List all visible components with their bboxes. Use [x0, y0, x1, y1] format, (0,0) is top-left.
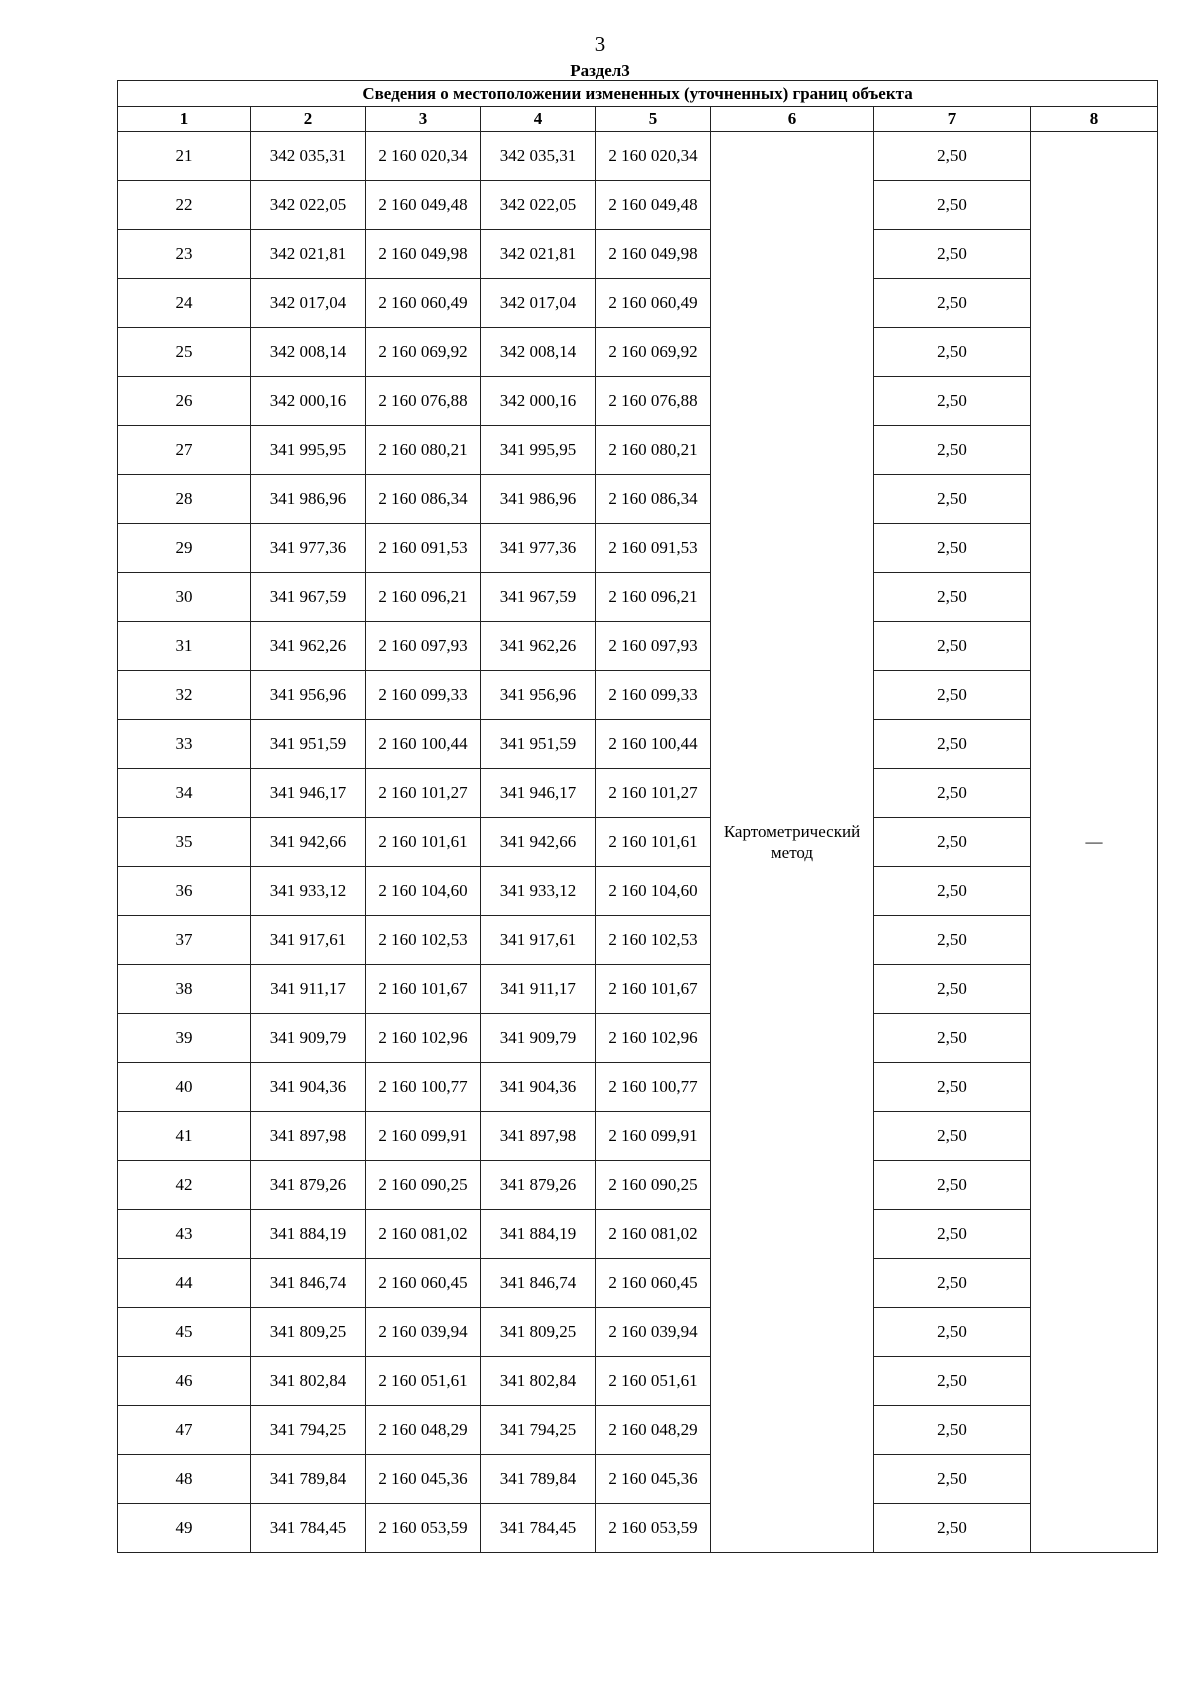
y-existing-cell: 2 160 096,21	[366, 573, 481, 622]
x-existing-cell: 341 946,17	[251, 769, 366, 818]
y-new-cell: 2 160 048,29	[596, 1406, 711, 1455]
table-row	[118, 426, 1158, 475]
column-number-3: 3	[366, 107, 481, 132]
y-existing-cell: 2 160 076,88	[366, 377, 481, 426]
x-existing-cell: 341 846,74	[251, 1259, 366, 1308]
x-new-cell: 341 962,26	[481, 622, 596, 671]
point-number-cell: 34	[118, 769, 251, 818]
accuracy-cell: 2,50	[874, 720, 1031, 769]
y-new-cell: 2 160 100,44	[596, 720, 711, 769]
accuracy-cell: 2,50	[874, 671, 1031, 720]
y-existing-cell: 2 160 097,93	[366, 622, 481, 671]
y-existing-cell: 2 160 099,33	[366, 671, 481, 720]
accuracy-cell: 2,50	[874, 1112, 1031, 1161]
y-new-cell: 2 160 076,88	[596, 377, 711, 426]
y-new-cell: 2 160 097,93	[596, 622, 711, 671]
column-number-6: 6	[711, 107, 874, 132]
table-row	[118, 916, 1158, 965]
y-existing-cell: 2 160 049,98	[366, 230, 481, 279]
x-existing-cell: 342 008,14	[251, 328, 366, 377]
point-number-cell: 42	[118, 1161, 251, 1210]
y-existing-cell: 2 160 090,25	[366, 1161, 481, 1210]
y-new-cell: 2 160 102,53	[596, 916, 711, 965]
accuracy-cell: 2,50	[874, 279, 1031, 328]
y-existing-cell: 2 160 020,34	[366, 132, 481, 181]
column-number-1: 1	[118, 107, 251, 132]
accuracy-cell: 2,50	[874, 1308, 1031, 1357]
table-row	[118, 328, 1158, 377]
table-row	[118, 524, 1158, 573]
point-number-cell: 40	[118, 1063, 251, 1112]
x-new-cell: 341 917,61	[481, 916, 596, 965]
column-number-8: 8	[1031, 107, 1158, 132]
table-row	[118, 1357, 1158, 1406]
point-number-cell: 31	[118, 622, 251, 671]
page-number: 3	[594, 32, 606, 56]
table-row	[118, 132, 1158, 181]
x-new-cell: 341 897,98	[481, 1112, 596, 1161]
x-existing-cell: 341 784,45	[251, 1504, 366, 1553]
x-new-cell: 341 846,74	[481, 1259, 596, 1308]
x-existing-cell: 341 911,17	[251, 965, 366, 1014]
point-number-cell: 44	[118, 1259, 251, 1308]
y-new-cell: 2 160 069,92	[596, 328, 711, 377]
point-number-cell: 33	[118, 720, 251, 769]
y-existing-cell: 2 160 045,36	[366, 1455, 481, 1504]
table-row	[118, 1308, 1158, 1357]
y-new-cell: 2 160 101,67	[596, 965, 711, 1014]
x-existing-cell: 341 995,95	[251, 426, 366, 475]
point-number-cell: 38	[118, 965, 251, 1014]
point-number-cell: 35	[118, 818, 251, 867]
y-existing-cell: 2 160 051,61	[366, 1357, 481, 1406]
table-row	[118, 1259, 1158, 1308]
y-new-cell: 2 160 100,77	[596, 1063, 711, 1112]
y-new-cell: 2 160 099,33	[596, 671, 711, 720]
accuracy-cell: 2,50	[874, 475, 1031, 524]
x-new-cell: 341 986,96	[481, 475, 596, 524]
point-number-cell: 47	[118, 1406, 251, 1455]
x-existing-cell: 341 909,79	[251, 1014, 366, 1063]
x-new-cell: 341 784,45	[481, 1504, 596, 1553]
accuracy-cell: 2,50	[874, 132, 1031, 181]
point-number-cell: 37	[118, 916, 251, 965]
accuracy-cell: 2,50	[874, 916, 1031, 965]
y-existing-cell: 2 160 039,94	[366, 1308, 481, 1357]
x-existing-cell: 341 802,84	[251, 1357, 366, 1406]
y-existing-cell: 2 160 069,92	[366, 328, 481, 377]
y-new-cell: 2 160 045,36	[596, 1455, 711, 1504]
x-existing-cell: 342 021,81	[251, 230, 366, 279]
point-number-cell: 32	[118, 671, 251, 720]
y-existing-cell: 2 160 053,59	[366, 1504, 481, 1553]
accuracy-cell: 2,50	[874, 181, 1031, 230]
y-existing-cell: 2 160 102,96	[366, 1014, 481, 1063]
x-existing-cell: 341 897,98	[251, 1112, 366, 1161]
y-existing-cell: 2 160 060,45	[366, 1259, 481, 1308]
x-new-cell: 341 956,96	[481, 671, 596, 720]
point-number-cell: 45	[118, 1308, 251, 1357]
point-number-cell: 26	[118, 377, 251, 426]
point-number-cell: 25	[118, 328, 251, 377]
y-new-cell: 2 160 102,96	[596, 1014, 711, 1063]
column-number-4: 4	[481, 107, 596, 132]
section-title: Раздел3	[570, 61, 630, 80]
accuracy-cell: 2,50	[874, 1406, 1031, 1455]
x-existing-cell: 341 977,36	[251, 524, 366, 573]
y-existing-cell: 2 160 102,53	[366, 916, 481, 965]
point-number-cell: 30	[118, 573, 251, 622]
y-existing-cell: 2 160 099,91	[366, 1112, 481, 1161]
accuracy-cell: 2,50	[874, 769, 1031, 818]
point-number-cell: 27	[118, 426, 251, 475]
x-existing-cell: 342 017,04	[251, 279, 366, 328]
y-new-cell: 2 160 060,45	[596, 1259, 711, 1308]
accuracy-cell: 2,50	[874, 622, 1031, 671]
y-existing-cell: 2 160 081,02	[366, 1210, 481, 1259]
x-existing-cell: 341 942,66	[251, 818, 366, 867]
y-new-cell: 2 160 091,53	[596, 524, 711, 573]
x-new-cell: 341 967,59	[481, 573, 596, 622]
column-number-5: 5	[596, 107, 711, 132]
y-new-cell: 2 160 099,91	[596, 1112, 711, 1161]
x-new-cell: 341 794,25	[481, 1406, 596, 1455]
point-number-cell: 48	[118, 1455, 251, 1504]
x-existing-cell: 341 967,59	[251, 573, 366, 622]
x-existing-cell: 342 022,05	[251, 181, 366, 230]
y-existing-cell: 2 160 049,48	[366, 181, 481, 230]
x-new-cell: 341 789,84	[481, 1455, 596, 1504]
y-existing-cell: 2 160 100,77	[366, 1063, 481, 1112]
x-new-cell: 342 008,14	[481, 328, 596, 377]
table-row	[118, 1063, 1158, 1112]
y-new-cell: 2 160 053,59	[596, 1504, 711, 1553]
accuracy-cell: 2,50	[874, 573, 1031, 622]
x-existing-cell: 341 986,96	[251, 475, 366, 524]
column-number-row	[118, 107, 1158, 132]
point-number-cell: 28	[118, 475, 251, 524]
point-number-cell: 46	[118, 1357, 251, 1406]
y-new-cell: 2 160 060,49	[596, 279, 711, 328]
x-existing-cell: 341 809,25	[251, 1308, 366, 1357]
table-row	[118, 1504, 1158, 1553]
y-new-cell: 2 160 090,25	[596, 1161, 711, 1210]
x-new-cell: 342 022,05	[481, 181, 596, 230]
table-row	[118, 720, 1158, 769]
table-body	[118, 132, 1158, 1553]
y-existing-cell: 2 160 104,60	[366, 867, 481, 916]
x-new-cell: 341 951,59	[481, 720, 596, 769]
y-new-cell: 2 160 039,94	[596, 1308, 711, 1357]
y-new-cell: 2 160 104,60	[596, 867, 711, 916]
table-row	[118, 279, 1158, 328]
accuracy-cell: 2,50	[874, 1014, 1031, 1063]
y-new-cell: 2 160 096,21	[596, 573, 711, 622]
table-row	[118, 671, 1158, 720]
x-new-cell: 341 879,26	[481, 1161, 596, 1210]
table-row	[118, 1014, 1158, 1063]
table-row	[118, 867, 1158, 916]
table-row	[118, 769, 1158, 818]
x-new-cell: 341 995,95	[481, 426, 596, 475]
x-new-cell: 341 977,36	[481, 524, 596, 573]
y-existing-cell: 2 160 048,29	[366, 1406, 481, 1455]
x-existing-cell: 341 884,19	[251, 1210, 366, 1259]
x-new-cell: 341 904,36	[481, 1063, 596, 1112]
accuracy-cell: 2,50	[874, 524, 1031, 573]
accuracy-cell: 2,50	[874, 1357, 1031, 1406]
accuracy-cell: 2,50	[874, 377, 1031, 426]
y-new-cell: 2 160 086,34	[596, 475, 711, 524]
accuracy-cell: 2,50	[874, 867, 1031, 916]
y-new-cell: 2 160 101,61	[596, 818, 711, 867]
y-existing-cell: 2 160 101,61	[366, 818, 481, 867]
table-row	[118, 622, 1158, 671]
table-row	[118, 1112, 1158, 1161]
x-existing-cell: 341 879,26	[251, 1161, 366, 1210]
y-new-cell: 2 160 080,21	[596, 426, 711, 475]
point-number-cell: 36	[118, 867, 251, 916]
x-new-cell: 342 035,31	[481, 132, 596, 181]
table-row	[118, 573, 1158, 622]
y-existing-cell: 2 160 080,21	[366, 426, 481, 475]
point-number-cell: 22	[118, 181, 251, 230]
accuracy-cell: 2,50	[874, 965, 1031, 1014]
point-number-cell: 23	[118, 230, 251, 279]
table-row	[118, 181, 1158, 230]
x-new-cell: 341 809,25	[481, 1308, 596, 1357]
accuracy-cell: 2,50	[874, 1504, 1031, 1553]
point-number-cell: 49	[118, 1504, 251, 1553]
x-new-cell: 341 909,79	[481, 1014, 596, 1063]
y-existing-cell: 2 160 086,34	[366, 475, 481, 524]
table-row	[118, 1406, 1158, 1455]
x-new-cell: 342 021,81	[481, 230, 596, 279]
table-row	[118, 1210, 1158, 1259]
point-number-cell: 24	[118, 279, 251, 328]
accuracy-cell: 2,50	[874, 328, 1031, 377]
point-number-cell: 21	[118, 132, 251, 181]
accuracy-cell: 2,50	[874, 1210, 1031, 1259]
accuracy-cell: 2,50	[874, 818, 1031, 867]
x-new-cell: 342 017,04	[481, 279, 596, 328]
accuracy-cell: 2,50	[874, 426, 1031, 475]
accuracy-cell: 2,50	[874, 1455, 1031, 1504]
x-existing-cell: 342 000,16	[251, 377, 366, 426]
table-caption: Сведения о местоположении измененных (уточненных) границ объекта	[118, 81, 1158, 107]
x-new-cell: 342 000,16	[481, 377, 596, 426]
x-existing-cell: 341 933,12	[251, 867, 366, 916]
x-existing-cell: 341 904,36	[251, 1063, 366, 1112]
x-existing-cell: 341 789,84	[251, 1455, 366, 1504]
accuracy-cell: 2,50	[874, 230, 1031, 279]
y-existing-cell: 2 160 101,27	[366, 769, 481, 818]
point-number-cell: 41	[118, 1112, 251, 1161]
x-new-cell: 341 946,17	[481, 769, 596, 818]
x-new-cell: 341 933,12	[481, 867, 596, 916]
table-row	[118, 230, 1158, 279]
y-existing-cell: 2 160 100,44	[366, 720, 481, 769]
y-existing-cell: 2 160 091,53	[366, 524, 481, 573]
column-number-2: 2	[251, 107, 366, 132]
table-row	[118, 1455, 1158, 1504]
y-new-cell: 2 160 020,34	[596, 132, 711, 181]
x-existing-cell: 342 035,31	[251, 132, 366, 181]
accuracy-cell: 2,50	[874, 1063, 1031, 1112]
table-row	[118, 965, 1158, 1014]
x-existing-cell: 341 956,96	[251, 671, 366, 720]
y-new-cell: 2 160 101,27	[596, 769, 711, 818]
table-row	[118, 377, 1158, 426]
column-number-7: 7	[874, 107, 1031, 132]
table-row	[118, 818, 1158, 867]
x-existing-cell: 341 917,61	[251, 916, 366, 965]
y-new-cell: 2 160 051,61	[596, 1357, 711, 1406]
table-row	[118, 1161, 1158, 1210]
method-cell: Картометрический метод	[711, 132, 874, 1553]
coordinates-table	[117, 80, 1158, 1553]
note-cell: —	[1031, 132, 1158, 1553]
y-existing-cell: 2 160 101,67	[366, 965, 481, 1014]
x-new-cell: 341 942,66	[481, 818, 596, 867]
y-existing-cell: 2 160 060,49	[366, 279, 481, 328]
y-new-cell: 2 160 049,98	[596, 230, 711, 279]
point-number-cell: 39	[118, 1014, 251, 1063]
x-existing-cell: 341 951,59	[251, 720, 366, 769]
point-number-cell: 29	[118, 524, 251, 573]
x-new-cell: 341 802,84	[481, 1357, 596, 1406]
x-new-cell: 341 884,19	[481, 1210, 596, 1259]
x-new-cell: 341 911,17	[481, 965, 596, 1014]
accuracy-cell: 2,50	[874, 1161, 1031, 1210]
point-number-cell: 43	[118, 1210, 251, 1259]
accuracy-cell: 2,50	[874, 1259, 1031, 1308]
table-row	[118, 475, 1158, 524]
y-new-cell: 2 160 049,48	[596, 181, 711, 230]
y-new-cell: 2 160 081,02	[596, 1210, 711, 1259]
x-existing-cell: 341 794,25	[251, 1406, 366, 1455]
x-existing-cell: 341 962,26	[251, 622, 366, 671]
